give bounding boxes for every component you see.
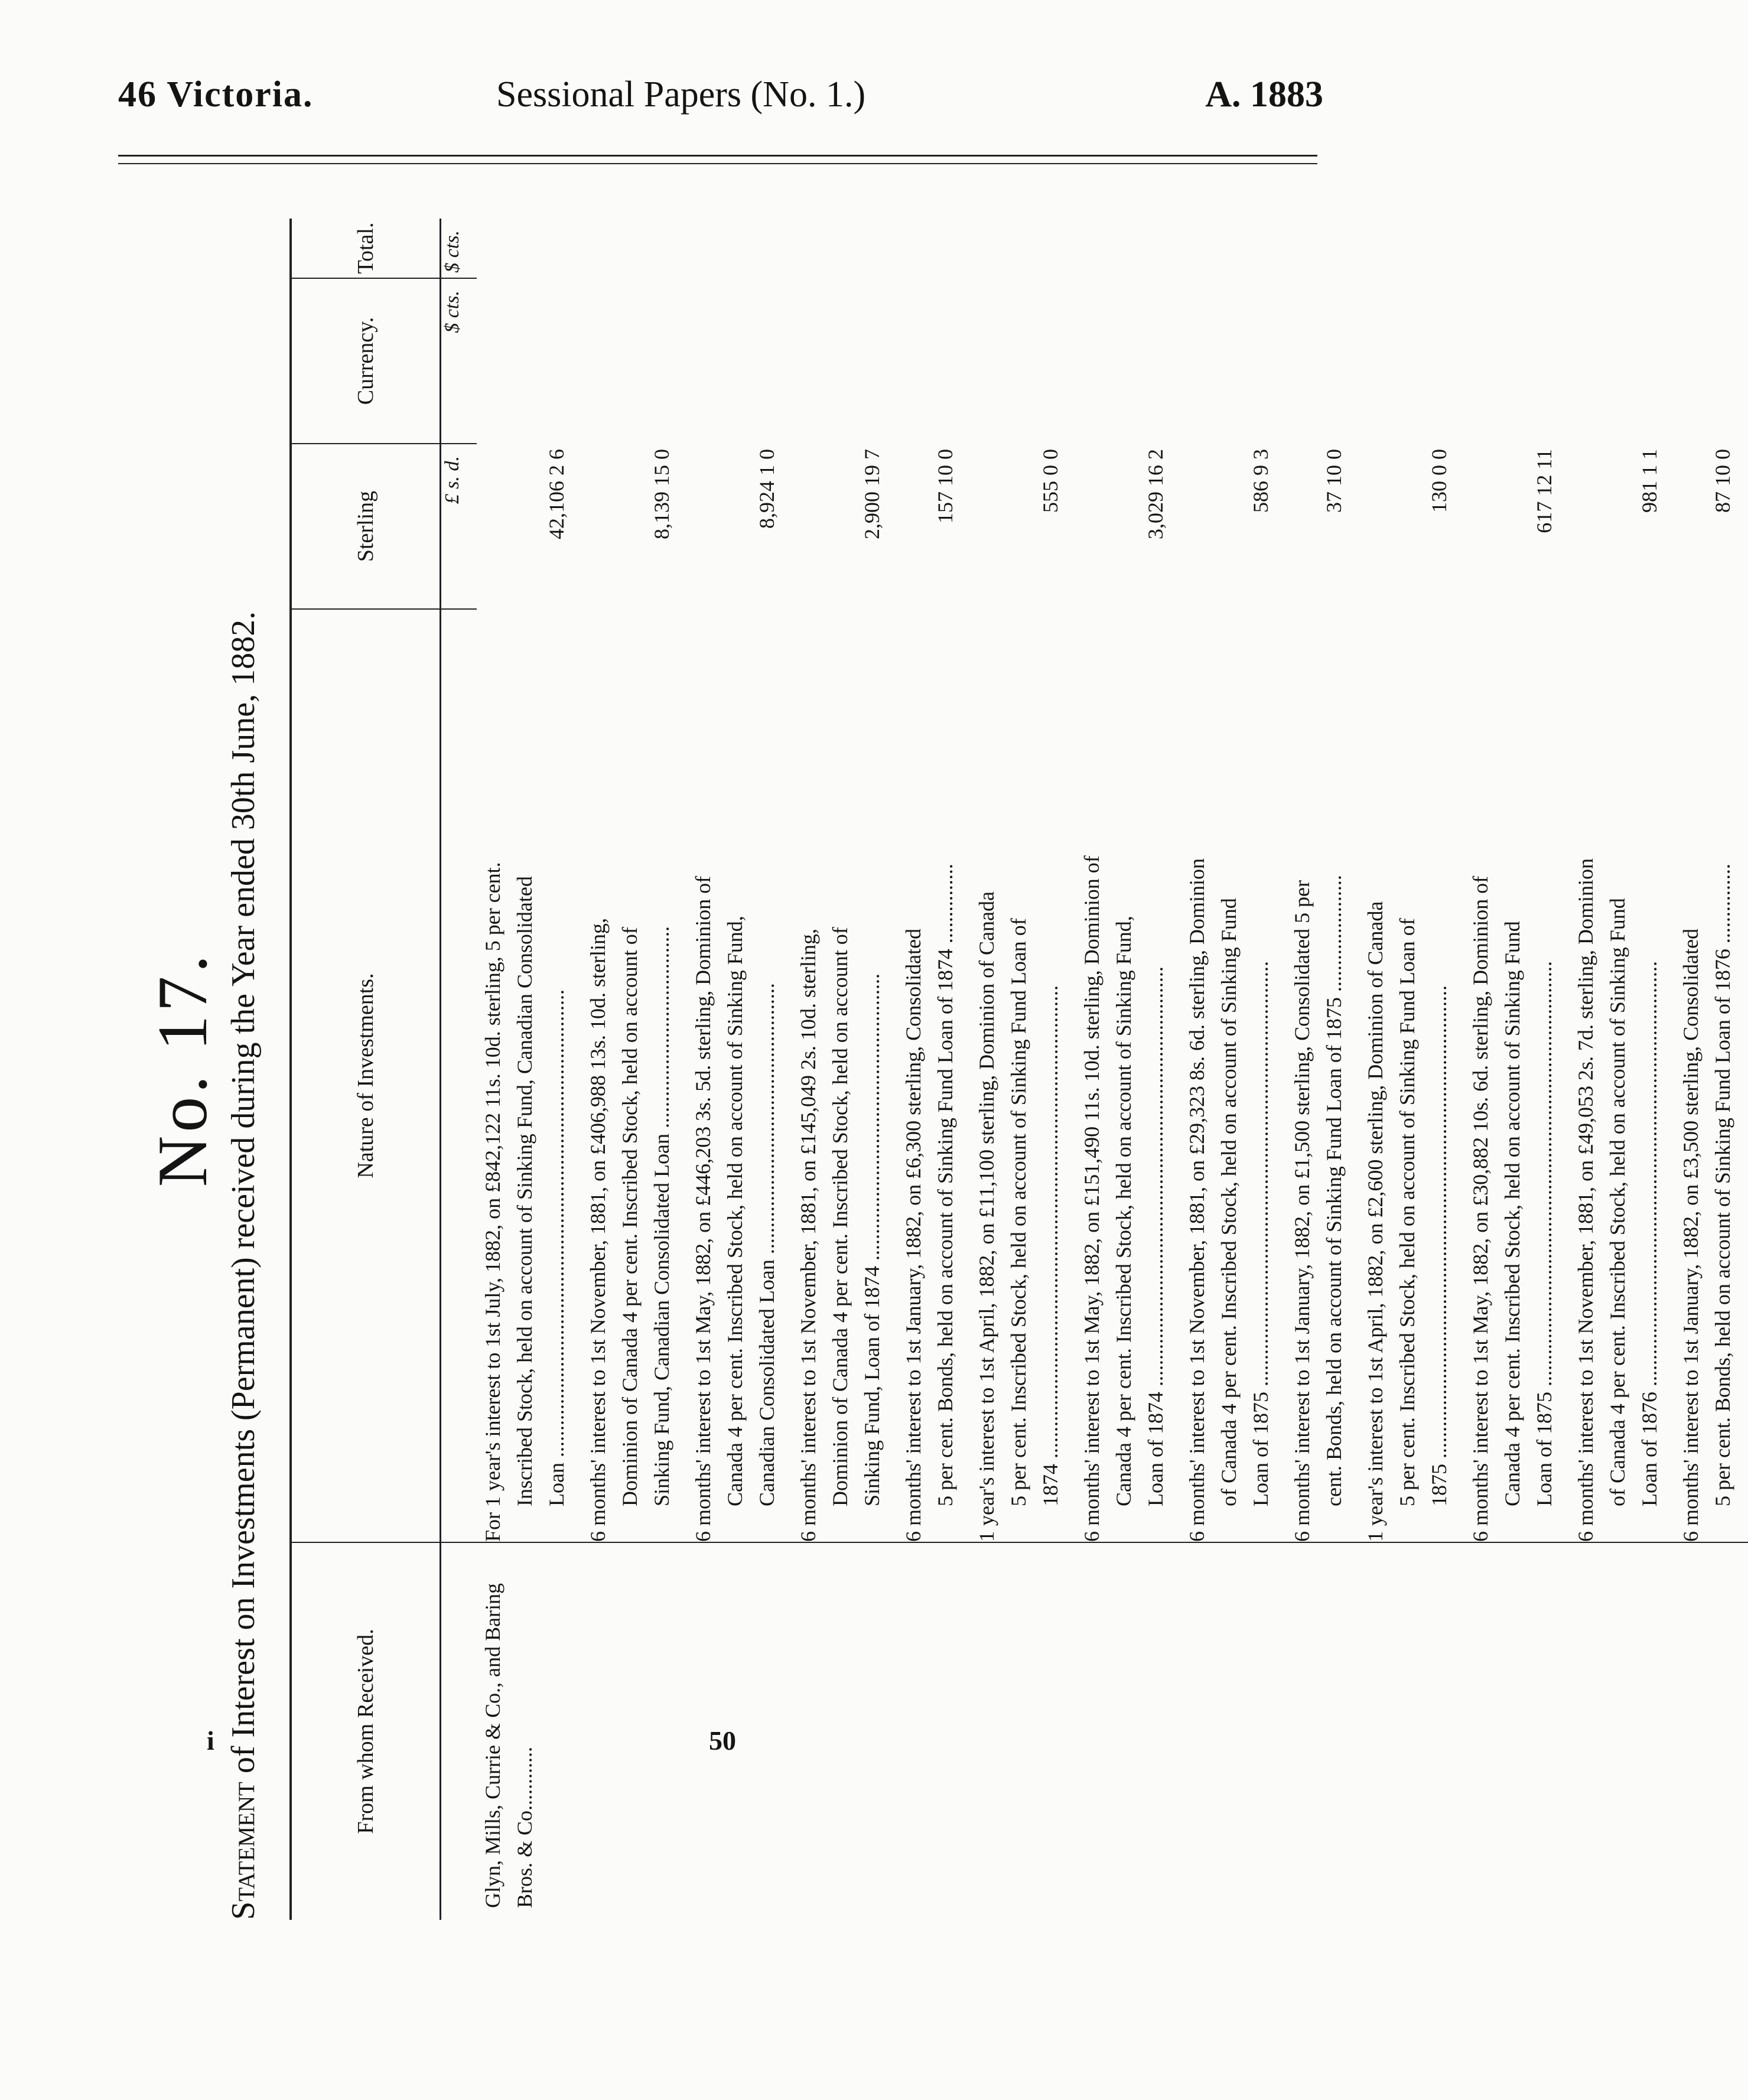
- sterling-amount: 3,029 16 2: [1144, 449, 1167, 539]
- title-lead: Statement: [225, 1782, 262, 1920]
- description-line: For 1 year's interest to 1st July, 1882, on £842,122 11s. 10d. sterling, 5 per cent.: [481, 862, 504, 1542]
- description-line: Loan of 1876 ................................................................................: [1638, 961, 1661, 1506]
- description-line: of Canada 4 per cent. Inscribed Stock, held on account of Sinking Fund: [1606, 898, 1629, 1506]
- description-line: 6 months' interest to 1st November, 1881, on £406,988 13s. 10d. sterling,: [586, 918, 610, 1542]
- investment-description: [971, 614, 1066, 1542]
- sterling-amount: 130 0 0: [1427, 449, 1451, 513]
- col-header-from: From whom Received.: [292, 1542, 440, 1920]
- description-line: Loan of 1875 ................................................................................: [1249, 961, 1272, 1506]
- description-line: Sinking Fund, Canadian Consolidated Loan ......................................: [650, 926, 673, 1506]
- page-number: 50: [709, 1725, 736, 1756]
- sterling-amount: 37 10 0: [1322, 449, 1346, 513]
- description-line: 6 months' interest to 1st May, 1882, on £446,203 3s. 5d. sterling, Dominion of: [691, 875, 715, 1542]
- description-line: cent. Bonds, held on account of Sinking Fund Loan of 1875 ......................: [1322, 875, 1346, 1506]
- investment-description: [897, 614, 961, 1542]
- description-line: Loan of 1875 ................................................................................: [1532, 961, 1556, 1506]
- investment-description: [1359, 614, 1455, 1542]
- col-header-nature: Nature of Investments.: [292, 608, 440, 1542]
- interest-table: [289, 219, 1748, 1920]
- description-line: Canada 4 per cent. Inscribed Stock, held on account of Sinking Fund,: [1112, 916, 1135, 1506]
- running-header: [118, 74, 1323, 127]
- units-sterling: £ s. d.: [441, 443, 477, 608]
- description-line: 6 months' interest to 1st January, 1882, on £6,300 sterling, Consolidated: [901, 928, 925, 1542]
- header-volume: 46 Victoria.: [118, 74, 314, 115]
- investment-description: [687, 614, 783, 1542]
- col-header-sterling: Sterling: [292, 443, 440, 608]
- description-line: 6 months' interest to 1st November, 1881, on £49,053 2s. 7d. sterling, Dominion: [1574, 858, 1597, 1542]
- description-line: 1 year's interest to 1st April, 1882, on £11,100 sterling, Dominion of Canada: [975, 891, 998, 1542]
- description-line: 5 per cent. Inscribed Stock, held on account of Sinking Fund Loan of: [1007, 918, 1030, 1506]
- investment-description: [792, 614, 888, 1542]
- investment-description: [1570, 614, 1665, 1542]
- description-line: 1874 .........................................................................................: [1039, 985, 1062, 1506]
- document-number: No. 17.: [143, 951, 222, 1187]
- table-row: [971, 278, 1066, 1542]
- table-row: [477, 278, 572, 1542]
- description-line: Dominion of Canada 4 per cent. Inscribed Stock, held on account of: [828, 927, 852, 1506]
- description-line: 6 months' interest to 1st November, 1881, on £145,049 2s. 10d. sterling,: [796, 929, 820, 1542]
- investment-description: [477, 614, 572, 1542]
- investment-description: [582, 614, 678, 1542]
- description-line: 6 months' interest to 1st January, 1882, on £3,500 sterling, Consolidated: [1679, 928, 1703, 1542]
- table-row: [1570, 278, 1665, 1542]
- description-line: 6 months' interest to 1st January, 1882, on £1,500 sterling, Consolidated 5 per: [1290, 880, 1314, 1542]
- table-header: [292, 219, 441, 1920]
- sterling-amount: 87 10 0: [1711, 449, 1734, 513]
- description-line: Canadian Consolidated Loan ...................................................: [755, 983, 779, 1506]
- sterling-amount: 586 9 3: [1249, 449, 1272, 513]
- entries: [477, 278, 1748, 1542]
- description-line: Inscribed Stock, held on account of Sinking Fund, Canadian Consolidated: [513, 876, 536, 1506]
- from-cell: Glyn, Mills, Currie & Co., and Baring Bros. & Co............: [477, 1542, 1748, 1920]
- sterling-amount: 8,924 1 0: [755, 449, 779, 529]
- table-row: [1464, 278, 1560, 1542]
- description-line: 6 months' interest to 1st November, 1881, on £29,323 8s. 6d. sterling, Dominion: [1185, 858, 1209, 1542]
- table-row: [897, 278, 961, 1542]
- description-line: 1 year's interest to 1st April, 1882, on £2,600 sterling, Dominion of Canada: [1363, 901, 1387, 1542]
- header-rule-thin: [118, 163, 1317, 164]
- table-row: [1181, 278, 1277, 1542]
- description-line: of Canada 4 per cent. Inscribed Stock, held on account of Sinking Fund: [1217, 898, 1241, 1506]
- title-rest: of Interest on Investments (Permanent) received during the Year ended 30th June, 1882.: [225, 611, 262, 1774]
- sterling-amount: 42,106 2 6: [545, 449, 568, 539]
- sterling-amount: 8,139 15 0: [650, 449, 673, 539]
- description-line: 6 months' interest to 1st May, 1882, on £151,490 11s. 10d. sterling, Dominion of: [1080, 855, 1104, 1542]
- col-header-total: Total.: [353, 222, 378, 274]
- investment-description: [1286, 614, 1350, 1542]
- description-line: Loan of 1874 ...............................................................................: [1144, 966, 1167, 1506]
- table-row: [792, 278, 888, 1542]
- header-rule: [118, 155, 1317, 157]
- units-total: $ cts.: [441, 230, 463, 273]
- investment-description: [1675, 614, 1739, 1542]
- table-row: [1675, 278, 1739, 1542]
- col-header-currency: Currency.: [292, 278, 440, 443]
- sterling-amount: 981 1 1: [1638, 449, 1661, 513]
- rotated-table-page: [106, 219, 1734, 1920]
- description-line: 6 months' interest to 1st May, 1882, on £30,882 10s. 6d. sterling, Dominion of: [1469, 875, 1492, 1542]
- table-body: [477, 219, 1748, 1920]
- description-line: Canada 4 per cent. Inscribed Stock, held on account of Sinking Fund: [1500, 921, 1524, 1506]
- investment-description: [1181, 614, 1277, 1542]
- table-row: [582, 278, 678, 1542]
- table-row: [687, 278, 783, 1542]
- document-title: [224, 219, 262, 1920]
- description-line: 1875 .........................................................................................: [1427, 985, 1451, 1506]
- sterling-amount: 157 10 0: [933, 449, 957, 523]
- units-currency: $ cts.: [441, 278, 477, 443]
- description-line: 5 per cent. Inscribed Stock, held on account of Sinking Fund Loan of: [1395, 918, 1419, 1506]
- investment-description: [1464, 614, 1560, 1542]
- description-line: Canada 4 per cent. Inscribed Stock, held on account of Sinking Fund,: [723, 916, 747, 1506]
- units-row: [441, 219, 477, 1920]
- header-year: A. 1883: [1205, 74, 1323, 115]
- table-row: [1359, 278, 1455, 1542]
- footer-roman: i: [207, 1725, 214, 1756]
- description-line: Sinking Fund, Loan of 1874 ......................................................: [860, 973, 884, 1506]
- description-line: Loan ........................................................................................: [545, 989, 568, 1506]
- sterling-amount: 555 0 0: [1039, 449, 1062, 513]
- sterling-amount: 2,900 19 7: [860, 449, 884, 539]
- investment-description: [1076, 614, 1171, 1542]
- table-row: [1076, 278, 1171, 1542]
- description-line: 5 per cent. Bonds, held on account of Sinking Fund Loan of 1876 ...............: [1711, 864, 1734, 1506]
- sterling-amount: 617 12 11: [1532, 449, 1556, 533]
- description-line: 5 per cent. Bonds, held on account of Sinking Fund Loan of 1874 ...............: [933, 864, 957, 1506]
- header-title: Sessional Papers (No. 1.): [496, 74, 866, 115]
- table-row: [1286, 278, 1350, 1542]
- description-line: Dominion of Canada 4 per cent. Inscribed Stock, held on account of: [618, 927, 642, 1506]
